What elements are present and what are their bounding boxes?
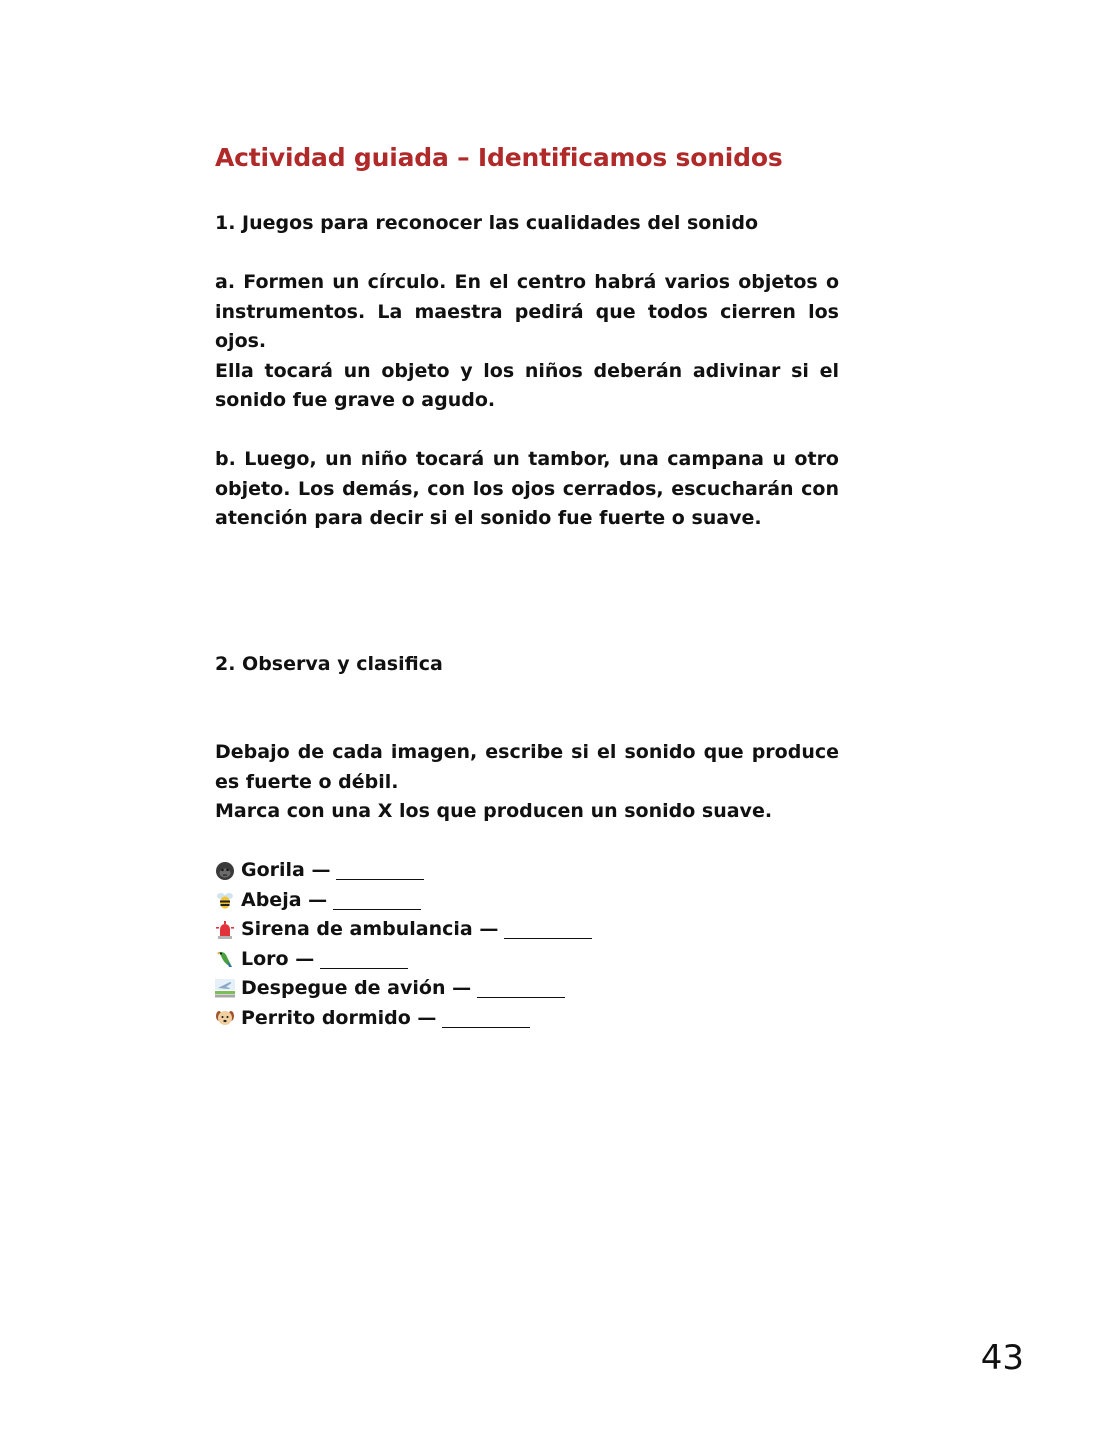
sound-list: [215, 856, 592, 1033]
page-number: 43: [980, 1338, 1024, 1378]
airplane-takeoff-icon: [215, 979, 235, 999]
instruction-line1: Debajo de cada imagen, escribe si el sonido que produce es fuerte o débil.: [215, 741, 839, 793]
answer-blank[interactable]: [504, 920, 592, 939]
dog-icon: [215, 1008, 235, 1028]
list-item-perrito: [215, 1004, 592, 1034]
gorilla-icon: [215, 861, 235, 881]
section2-instructions: [215, 738, 839, 827]
list-item-abeja: [215, 886, 592, 916]
paragraph-a-line2: Ella tocará un objeto y los niños deberán adivinar si el sonido fue grave o agudo.: [215, 359, 839, 411]
list-item-despegue: [215, 974, 592, 1004]
section2-heading: 2. Observa y clasifica: [215, 653, 443, 675]
list-item-loro: [215, 945, 592, 975]
item-label: Abeja —: [241, 888, 328, 911]
bee-icon: [215, 890, 235, 910]
section1-heading: 1. Juegos para reconocer las cualidades del sonido: [215, 212, 759, 234]
item-label: Gorila —: [241, 859, 331, 881]
answer-blank[interactable]: [336, 861, 424, 880]
list-item-gorila: [215, 856, 592, 886]
instruction-line2: Marca con una X los que producen un sonido suave.: [215, 800, 773, 822]
answer-blank[interactable]: [442, 1009, 530, 1028]
item-label: Sirena de ambulancia —: [241, 918, 499, 940]
answer-blank[interactable]: [320, 950, 408, 969]
siren-icon: [215, 920, 235, 940]
page-title: Actividad guiada – Identificamos sonidos: [215, 143, 783, 172]
item-label: Loro —: [241, 947, 315, 970]
answer-blank[interactable]: [333, 891, 421, 910]
answer-blank[interactable]: [477, 979, 565, 998]
section1-paragraph-a: [215, 268, 839, 416]
list-item-sirena: [215, 915, 592, 945]
item-label: Despegue de avión —: [241, 977, 472, 999]
section1-paragraph-b: b. Luego, un niño tocará un tambor, una campana u otro objeto. Los demás, con los ojos cerrados, escucharán con atención para decir si el sonido fue fuerte o suave.: [215, 448, 839, 529]
paragraph-a-line1: a. Formen un círculo. En el centro habrá varios objetos o instrumentos. La maestra pedirá que todos cierren los ojos.: [215, 271, 839, 352]
parrot-icon: [215, 949, 235, 969]
item-label: Perrito dormido —: [241, 1006, 437, 1029]
